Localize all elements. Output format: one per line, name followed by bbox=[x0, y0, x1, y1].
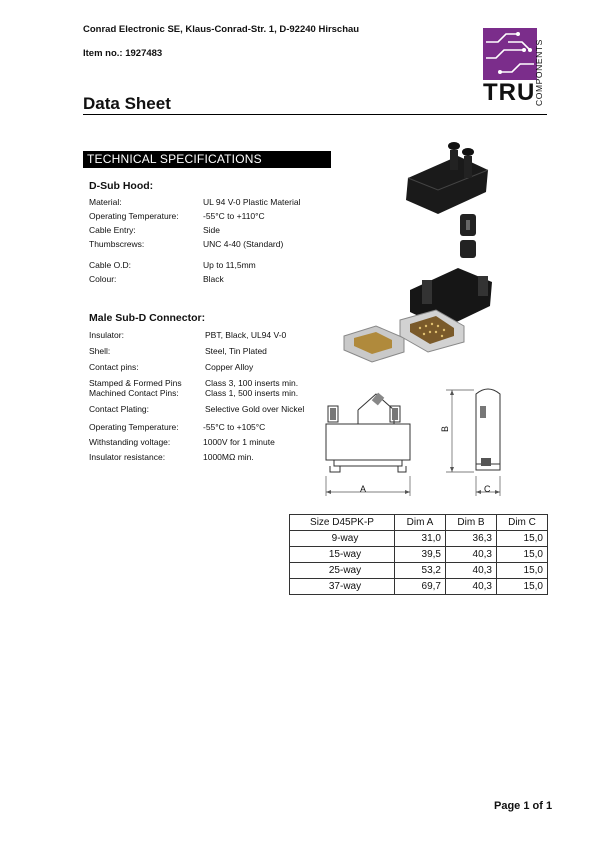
table-header: Dim C bbox=[497, 515, 548, 531]
dim-label-a: A bbox=[360, 484, 367, 494]
table-cell: 31,0 bbox=[395, 531, 446, 547]
logo-brand: TRU bbox=[483, 79, 536, 106]
item-number: Item no.: 1927483 bbox=[83, 48, 163, 59]
spec-value: Up to 11,5mm bbox=[203, 260, 256, 270]
spec-value: Side bbox=[203, 225, 221, 235]
table-cell: 9-way bbox=[290, 531, 395, 547]
table-header: Dim B bbox=[446, 515, 497, 531]
spec-label: Stamped & Formed Pins Machined Contact Pins: bbox=[89, 378, 182, 398]
spec-label: Operating Temperature: bbox=[89, 211, 179, 221]
table-header: Dim A bbox=[395, 515, 446, 531]
table-cell: 69,7 bbox=[395, 579, 446, 595]
table-row bbox=[290, 563, 548, 579]
table-cell: 15,0 bbox=[497, 547, 548, 563]
company-address: Conrad Electronic SE, Klaus-Conrad-Str. 1, D-92240 Hirschau bbox=[83, 24, 360, 35]
table-header: Size D45PK-P bbox=[290, 515, 395, 531]
spec-value: UL 94 V-0 Plastic Material bbox=[203, 197, 301, 207]
spec-value: Black bbox=[203, 274, 224, 284]
dsub-hood-exploded-icon bbox=[340, 130, 510, 370]
table-header-row bbox=[290, 515, 548, 531]
table-cell: 40,3 bbox=[446, 563, 497, 579]
product-image bbox=[340, 130, 510, 370]
table-cell: 15,0 bbox=[497, 531, 548, 547]
dimension-drawing-icon bbox=[318, 380, 548, 500]
spec-label: Shell: bbox=[89, 346, 111, 356]
spec-label: Operating Temperature: bbox=[89, 422, 179, 432]
table-cell: 40,3 bbox=[446, 547, 497, 563]
spec-value: Selective Gold over Nickel bbox=[205, 404, 305, 414]
dimensions-table bbox=[289, 514, 548, 595]
table-cell: 37-way bbox=[290, 579, 395, 595]
dim-label-b: B bbox=[440, 425, 451, 433]
spec-value: 1000MΩ min. bbox=[203, 452, 254, 462]
title-rule bbox=[83, 114, 547, 115]
hood-heading: D-Sub Hood: bbox=[89, 180, 154, 192]
page-number: Page 1 of 1 bbox=[494, 800, 553, 812]
table-cell: 40,3 bbox=[446, 579, 497, 595]
spec-value: -55°C to +105°C bbox=[203, 422, 266, 432]
logo-sub: COMPONENTS bbox=[534, 39, 544, 106]
table-row bbox=[290, 531, 548, 547]
dim-label-c: C bbox=[484, 484, 491, 494]
spec-label: Insulator resistance: bbox=[89, 452, 166, 462]
spec-label: Withstanding voltage: bbox=[89, 437, 171, 447]
spec-value: PBT, Black, UL94 V-0 bbox=[205, 330, 287, 340]
spec-label: Contact Plating: bbox=[89, 404, 150, 414]
spec-label: Cable O.D: bbox=[89, 260, 132, 270]
connector-heading: Male Sub-D Connector: bbox=[89, 312, 206, 324]
table-cell: 15,0 bbox=[497, 579, 548, 595]
spec-label: Insulator: bbox=[89, 330, 124, 340]
table-cell: 39,5 bbox=[395, 547, 446, 563]
spec-value: Copper Alloy bbox=[205, 362, 254, 372]
table-cell: 53,2 bbox=[395, 563, 446, 579]
spec-value: Class 3, 100 inserts min. Class 1, 500 inserts min. bbox=[205, 378, 299, 398]
spec-value: UNC 4-40 (Standard) bbox=[203, 239, 284, 249]
spec-label: Cable Entry: bbox=[89, 225, 136, 235]
table-cell: 36,3 bbox=[446, 531, 497, 547]
table-cell: 15,0 bbox=[497, 563, 548, 579]
logo bbox=[478, 24, 550, 108]
table-cell: 25-way bbox=[290, 563, 395, 579]
spec-value: 1000V for 1 minute bbox=[203, 437, 275, 447]
table-row bbox=[290, 579, 548, 595]
spec-label: Thumbscrews: bbox=[89, 239, 145, 249]
section-banner: TECHNICAL SPECIFICATIONS bbox=[83, 151, 331, 168]
table-row bbox=[290, 547, 548, 563]
spec-label: Colour: bbox=[89, 274, 117, 284]
dimension-drawing bbox=[318, 380, 548, 500]
spec-label: Contact pins: bbox=[89, 362, 139, 372]
spec-label: Material: bbox=[89, 197, 122, 207]
spec-value: -55°C to +110°C bbox=[203, 211, 265, 221]
page-title: Data Sheet bbox=[83, 94, 171, 113]
table-cell: 15-way bbox=[290, 547, 395, 563]
spec-value: Steel, Tin Plated bbox=[205, 346, 267, 356]
